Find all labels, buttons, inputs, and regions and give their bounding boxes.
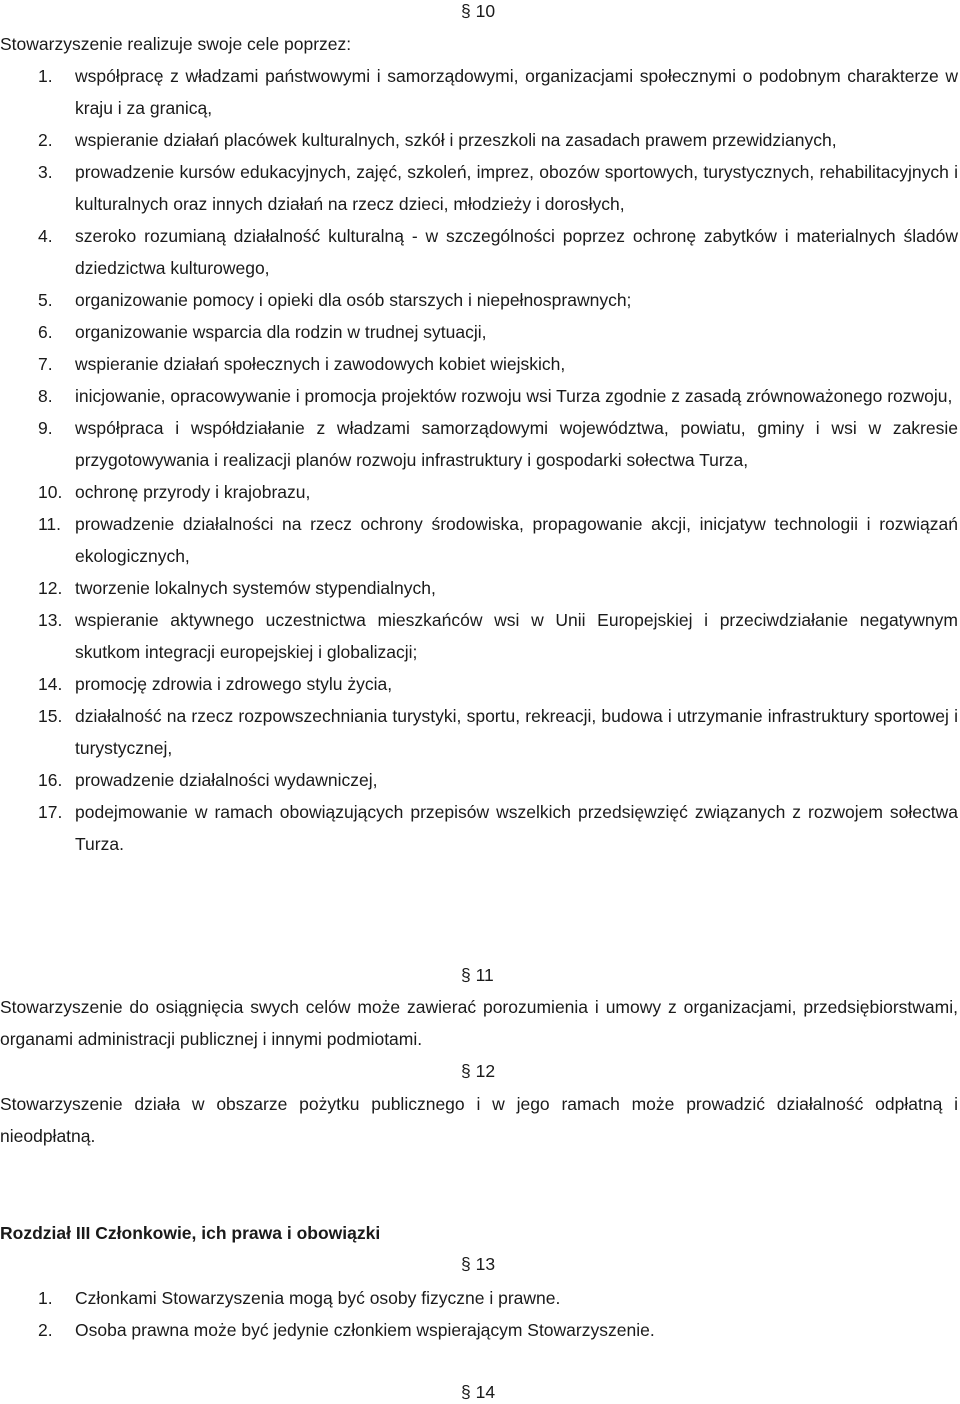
list-text: prowadzenie działalności na rzecz ochrony środowiska, propagowanie akcji, inicjatyw technologii i rozwiązań ekologicznych, [75,514,958,566]
goal-item [0,476,958,508]
list-text: prowadzenie kursów edukacyjnych, zajęć, szkoleń, imprez, obozów sportowych, turystycznych, rehabilitacyjnych i kulturalnych oraz innych działań na rzecz dzieci, młodzieży i dorosłych, [75,162,958,214]
list-number: 16. [38,770,63,790]
goal-item [0,764,958,796]
list-text: prowadzenie działalności wydawniczej, [75,770,378,790]
member-item [0,1314,958,1346]
goals-list [0,60,958,860]
goal-item [0,156,958,220]
list-text: inicjowanie, opracowywanie i promocja projektów rozwoju wsi Turza zgodnie z zasadą zrównoważonego rozwoju, [75,386,953,406]
section-mark-14: § 14 [461,1382,496,1402]
goal-item [0,668,958,700]
chapter-heading: Rozdział III Członkowie, ich prawa i obowiązki [0,1223,381,1243]
members-list [0,1282,958,1346]
goal-item [0,796,958,860]
goal-item [0,124,958,156]
list-text: wspieranie działań społecznych i zawodowych kobiet wiejskich, [75,354,566,374]
list-text: promocję zdrowia i zdrowego stylu życia, [75,674,393,694]
list-text: wspieranie aktywnego uczestnictwa mieszkańców wsi w Unii Europejskiej i przeciwdziałanie negatywnym skutkom integracji europejskiej i globalizacji; [75,610,958,662]
list-text: ochronę przyrody i krajobrazu, [75,482,311,502]
list-text: wspieranie działań placówek kulturalnych, szkół i przeszkoli na zasadach prawem przewidzianych, [75,130,837,150]
goal-item [0,700,958,764]
section-mark-10: § 10 [461,1,496,21]
list-number: 4. [38,226,53,246]
member-item [0,1282,958,1314]
list-number: 1. [38,66,53,86]
paragraph-12: Stowarzyszenie działa w obszarze pożytku publicznego i w jego ramach może prowadzić działalność odpłatną i nieodpłatną. [0,1094,958,1146]
section-mark-12: § 12 [461,1061,496,1081]
goal-item [0,220,958,284]
list-number: 7. [38,354,53,374]
list-number: 15. [38,706,63,726]
list-text: podejmowanie w ramach obowiązujących przepisów wszelkich przedsięwzięć związanych z rozwojem sołectwa Turza. [75,802,958,854]
list-number: 2. [38,1320,53,1340]
list-number: 3. [38,162,53,182]
goal-item [0,604,958,668]
list-number: 14. [38,674,63,694]
goal-item [0,60,958,124]
list-number: 13. [38,610,63,630]
list-text: współpracę z władzami państwowymi i samorządowymi, organizacjami społecznymi o podobnym charakterze w kraju i za granicą, [75,66,958,118]
list-number: 9. [38,418,53,438]
list-text: współpraca i współdziałanie z władzami samorządowymi województwa, powiatu, gminy i wsi w zakresie przygotowywania i realizacji planów rozwoju infrastruktury i gospodarki sołectwa Turza, [75,418,958,470]
goal-item [0,508,958,572]
list-text: szeroko rozumianą działalność kulturalną - w szczególności poprzez ochronę zabytków i materialnych śladów dziedzictwa kulturowego, [75,226,958,278]
list-text: organizowanie wsparcia dla rodzin w trudnej sytuacji, [75,322,487,342]
list-text: działalność na rzecz rozpowszechniania turystyki, sportu, rekreacji, budowa i utrzymanie infrastruktury sportowej i turystycznej, [75,706,958,758]
list-text: tworzenie lokalnych systemów stypendialnych, [75,578,436,598]
paragraph-11: Stowarzyszenie do osiągnięcia swych celów może zawierać porozumienia i umowy z organizacjami, przedsiębiorstwami, organami administracji publicznej i innymi podmiotami. [0,997,958,1049]
list-number: 17. [38,802,63,822]
section-mark-11: § 11 [461,965,494,985]
section-mark-13: § 13 [461,1254,496,1274]
goal-item [0,284,958,316]
goal-item [0,380,958,412]
list-text: Członkami Stowarzyszenia mogą być osoby fizyczne i prawne. [75,1288,561,1308]
list-text: organizowanie pomocy i opieki dla osób starszych i niepełnosprawnych; [75,290,632,310]
list-number: 8. [38,386,53,406]
goal-item [0,348,958,380]
goal-item [0,412,958,476]
goal-item [0,316,958,348]
list-number: 2. [38,130,53,150]
goal-item [0,572,958,604]
intro-text: Stowarzyszenie realizuje swoje cele poprzez: [0,34,352,54]
list-number: 6. [38,322,53,342]
list-number: 12. [38,578,63,598]
list-number: 11. [38,514,62,534]
list-text: Osoba prawna może być jedynie członkiem wspierającym Stowarzyszenie. [75,1320,655,1340]
list-number: 1. [38,1288,53,1308]
list-number: 10. [38,482,63,502]
list-number: 5. [38,290,53,310]
